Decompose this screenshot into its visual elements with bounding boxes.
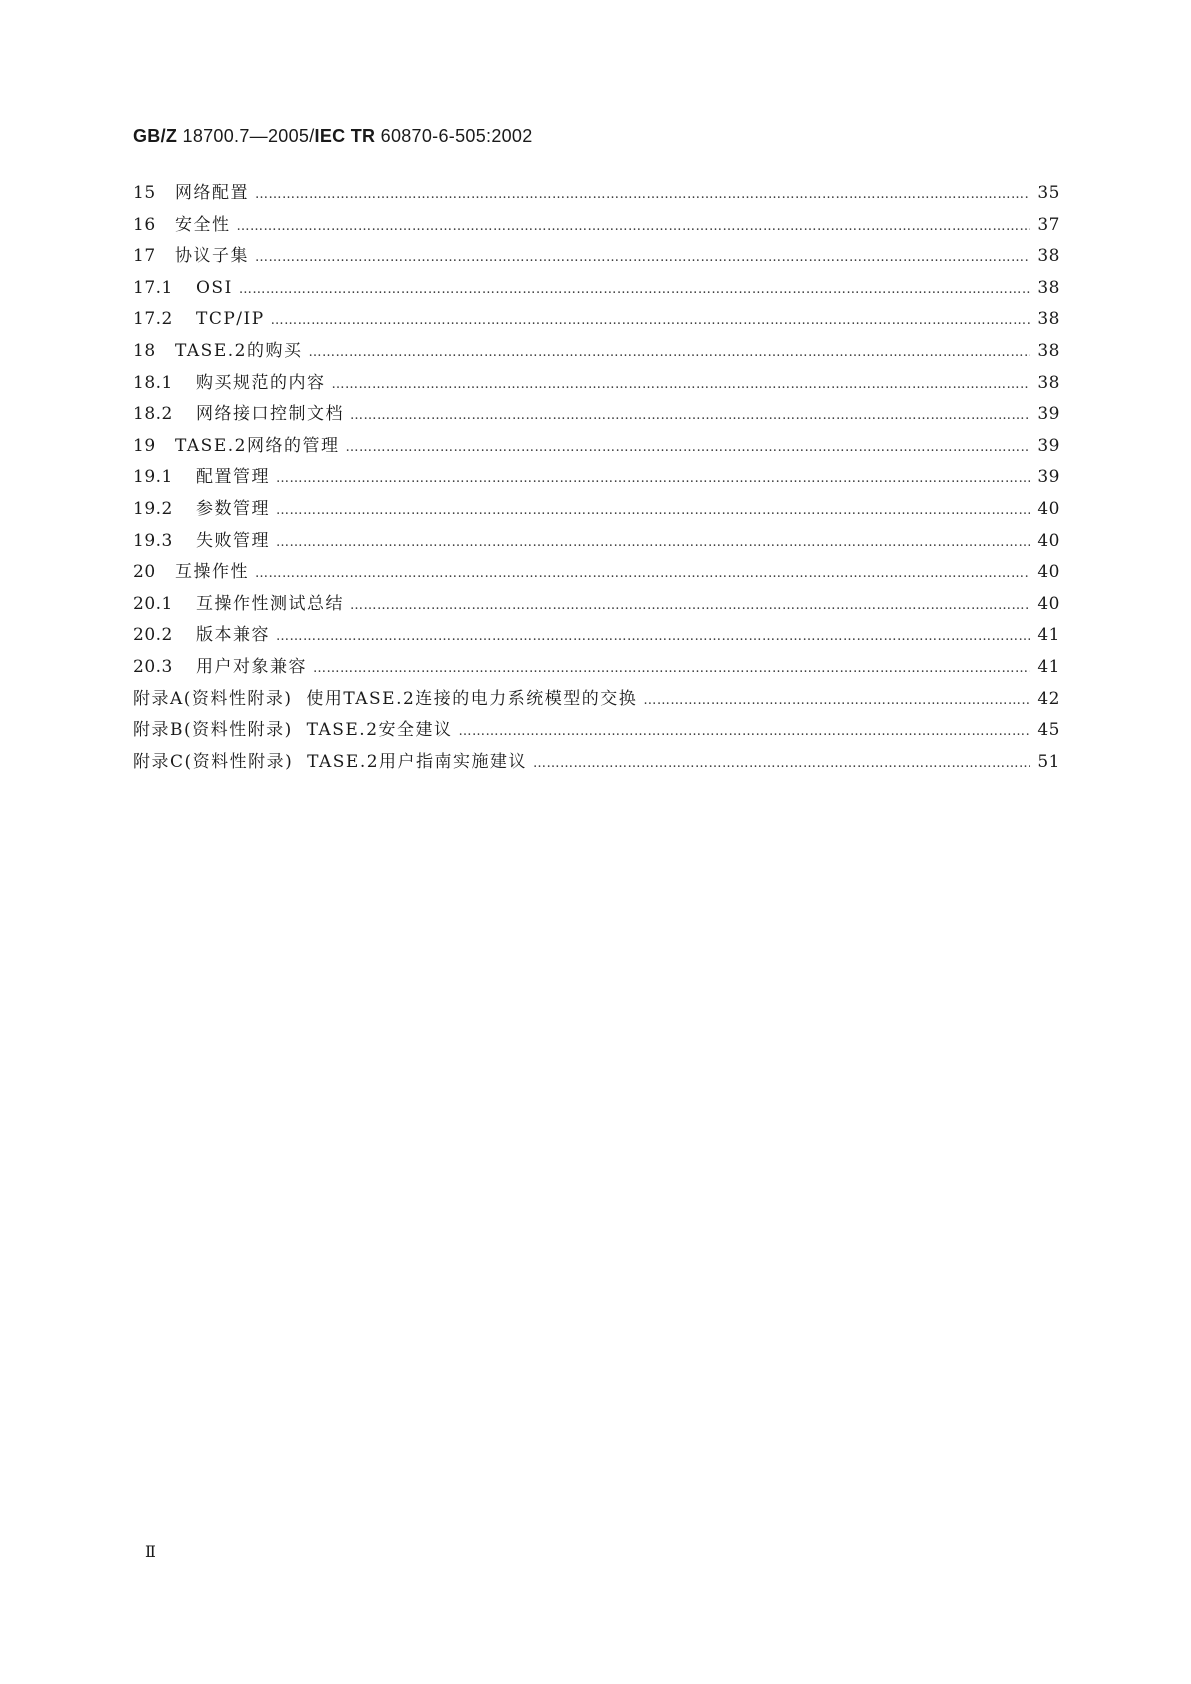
toc-dot-leader <box>276 463 1030 495</box>
iec-code: IEC TR <box>314 126 376 146</box>
toc-entry-title: 版本兼容 <box>196 625 270 646</box>
toc-entry-number: 18.1 <box>133 372 173 393</box>
standard-number: 18700.7—2005/ <box>177 126 315 146</box>
table-of-contents <box>133 178 1060 778</box>
toc-entry[interactable] <box>133 368 1060 400</box>
toc-entry-page: 41 <box>1037 625 1060 646</box>
toc-entry-number: 15 <box>133 183 156 203</box>
toc-dot-leader <box>350 400 1030 432</box>
toc-entry-number: 18.2 <box>133 404 173 425</box>
toc-dot-leader <box>276 495 1030 527</box>
toc-entry-number: 20.3 <box>133 656 173 677</box>
toc-entry-title: 互操作性 <box>175 562 249 583</box>
toc-entry-page: 39 <box>1037 404 1060 425</box>
toc-dot-leader <box>313 653 1030 685</box>
page-header <box>133 126 533 147</box>
toc-entry-title: TASE.2的购买 <box>175 340 303 361</box>
toc-dot-leader <box>276 621 1030 653</box>
toc-entry-page: 39 <box>1037 435 1060 456</box>
toc-entry[interactable] <box>133 210 1060 242</box>
toc-entry-number: 19 <box>133 435 156 456</box>
toc-entry-number: 17.1 <box>133 277 173 298</box>
toc-entry-title: OSI <box>196 277 233 298</box>
toc-entry-page: 40 <box>1037 498 1060 519</box>
toc-entry-number: 18 <box>133 340 156 361</box>
toc-entry-title: 网络接口控制文档 <box>196 404 344 425</box>
toc-entry-title: 附录C(资料性附录) TASE.2用户指南实施建议 <box>133 751 528 772</box>
toc-entry-title: 购买规范的内容 <box>196 372 326 393</box>
toc-dot-leader <box>237 211 1031 243</box>
toc-dot-leader <box>643 685 1030 717</box>
toc-dot-leader <box>345 432 1030 464</box>
toc-entry-number: 17 <box>133 246 156 267</box>
toc-entry-number: 19.2 <box>133 498 173 519</box>
toc-entry-page: 38 <box>1037 309 1060 330</box>
toc-dot-leader <box>350 590 1030 622</box>
toc-entry-page: 40 <box>1037 593 1060 614</box>
toc-entry-title: 用户对象兼容 <box>196 656 307 677</box>
toc-dot-leader <box>276 527 1030 559</box>
iec-number: 60870-6-505:2002 <box>375 126 533 146</box>
toc-entry-number: 20.1 <box>133 593 173 614</box>
toc-dot-leader <box>459 716 1030 748</box>
toc-entry[interactable] <box>133 304 1060 336</box>
toc-dot-leader <box>239 274 1030 306</box>
toc-entry-page: 40 <box>1037 562 1060 583</box>
standard-code: GB/Z <box>133 126 178 146</box>
toc-entry[interactable] <box>133 589 1060 621</box>
toc-entry-title: 失败管理 <box>196 530 270 551</box>
toc-entry[interactable] <box>133 620 1060 652</box>
toc-entry-page: 38 <box>1037 340 1060 361</box>
toc-entry-page: 40 <box>1037 530 1060 551</box>
toc-dot-leader <box>332 369 1031 401</box>
toc-entry[interactable] <box>133 684 1060 716</box>
toc-dot-leader <box>255 179 1030 211</box>
toc-entry[interactable] <box>133 273 1060 305</box>
toc-entry-title: 配置管理 <box>196 467 270 488</box>
toc-entry-page: 45 <box>1037 720 1060 741</box>
toc-entry-page: 42 <box>1037 688 1060 709</box>
toc-entry-page: 37 <box>1037 214 1060 235</box>
toc-entry[interactable] <box>133 652 1060 684</box>
page-number: Ⅱ <box>145 1542 156 1561</box>
toc-entry[interactable] <box>133 399 1060 431</box>
toc-entry-number: 20 <box>133 562 156 583</box>
toc-entry[interactable] <box>133 336 1060 368</box>
toc-entry[interactable] <box>133 747 1060 779</box>
toc-entry-title: 协议子集 <box>175 246 249 267</box>
toc-entry-page: 41 <box>1037 656 1060 677</box>
toc-entry[interactable] <box>133 526 1060 558</box>
toc-entry-title: TCP/IP <box>196 309 265 330</box>
toc-entry[interactable] <box>133 241 1060 273</box>
toc-dot-leader <box>271 305 1030 337</box>
toc-entry-title: 安全性 <box>175 214 231 235</box>
toc-entry-number: 17.2 <box>133 309 173 330</box>
toc-entry-title: 附录A(资料性附录) 使用TASE.2连接的电力系统模型的交换 <box>133 688 638 709</box>
toc-dot-leader <box>255 242 1030 274</box>
toc-entry-page: 38 <box>1037 372 1060 393</box>
toc-entry-page: 38 <box>1037 277 1060 298</box>
toc-dot-leader <box>255 558 1030 590</box>
toc-entry-title: TASE.2网络的管理 <box>175 435 340 456</box>
toc-entry-number: 19.3 <box>133 530 173 551</box>
toc-entry-number: 16 <box>133 214 156 235</box>
toc-entry-page: 51 <box>1037 751 1060 772</box>
toc-entry[interactable] <box>133 431 1060 463</box>
toc-entry[interactable] <box>133 494 1060 526</box>
toc-entry-number: 19.1 <box>133 467 173 488</box>
toc-entry-title: 附录B(资料性附录) TASE.2安全建议 <box>133 720 453 741</box>
toc-entry[interactable] <box>133 715 1060 747</box>
toc-entry[interactable] <box>133 178 1060 210</box>
toc-entry-page: 35 <box>1037 183 1060 203</box>
toc-entry[interactable] <box>133 557 1060 589</box>
toc-entry-page: 39 <box>1037 467 1060 488</box>
toc-dot-leader <box>308 337 1030 369</box>
toc-dot-leader <box>533 748 1030 780</box>
toc-entry-number: 20.2 <box>133 625 173 646</box>
toc-entry[interactable] <box>133 462 1060 494</box>
toc-entry-title: 互操作性测试总结 <box>196 593 344 614</box>
toc-entry-title: 参数管理 <box>196 498 270 519</box>
toc-entry-title: 网络配置 <box>175 183 249 203</box>
toc-entry-page: 38 <box>1037 246 1060 267</box>
